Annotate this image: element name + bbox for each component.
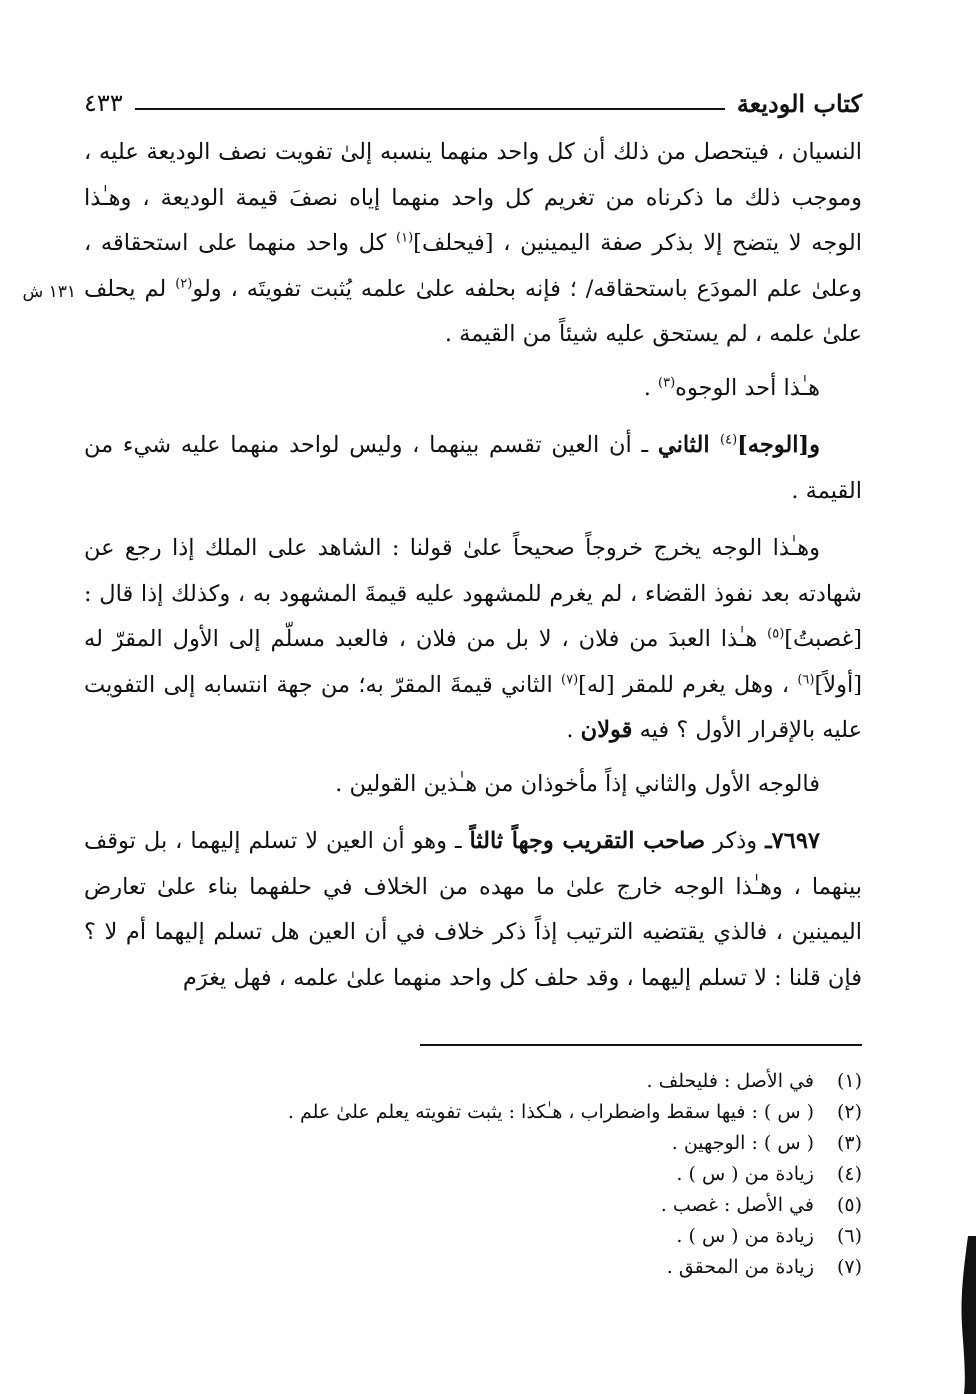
- page-number: ٤٣٣: [84, 89, 123, 117]
- text-run: ـ وهو أن العين لا تسلم إليهما ، بل توقف بينهما ، وهـٰذا الوجه خارج علىٰ ما مهده من الخلاف في حلفهما بناء علىٰ تعارض اليمينين ، فالذي يقتضيه الترتيب إذاً ذكر خلاف في أن العين هل تسلم إليهما أم لا ؟ فإن قلنا : لا تسلم إليهما ، وقد حلف كل واحد منهما علىٰ علمه ، فهل يغرَم: [84, 828, 862, 991]
- page-edge-shadow: [942, 1236, 976, 1394]
- text-run: هـٰذا أحد الوجوه: [675, 374, 820, 401]
- text-run: لم يحلف علىٰ علمه ، لم يستحق عليه شيئاً من القيمة .: [84, 275, 862, 347]
- footnote-text: ( س ) : فيها سقط واضطراب ، هـٰكذا : يثبت تفويته يعلم علىٰ علم .: [287, 1101, 814, 1123]
- footnote-item: [84, 1066, 862, 1097]
- footnote-number: (٤): [836, 1163, 862, 1185]
- footnote-text: زيادة من ( س ) .: [676, 1163, 814, 1185]
- text-run: فالوجه الأول والثاني إذاً مأخوذان من هـٰذين القولين .: [335, 770, 820, 797]
- footnote-ref: (١): [396, 230, 414, 246]
- text-run: .: [643, 374, 659, 401]
- paragraph: [84, 819, 862, 1001]
- footnote-ref: (٦): [797, 672, 815, 687]
- chapter-title: كتاب الوديعة: [736, 88, 862, 118]
- text-run: النسيان ، فيتحصل من ذلك أن كل واحد منهما ينسبه إلىٰ تفويت نصف الوديعة عليه ، وموجب ذلك ما ذكرناه من تغريم كل واحد منهما إياه نصفَ قيمة الوديعة ، وهـٰذا الوجه لا يتضح إلا بذكر صفة اليمينين ، [فيحلف]: [84, 139, 862, 256]
- footnote-text: زيادة من ( س ) .: [676, 1225, 814, 1247]
- bold-text: و[الوجه]: [737, 432, 820, 458]
- text-run: كل واحد منهما على استحقاقه ، وعلىٰ علم المودَع باستحقاقه/ ؛ فإنه بحلفه علىٰ علمه يُثبت تفويتَه ، ولو: [84, 230, 862, 302]
- paragraph: [84, 366, 862, 412]
- footnote-item: [84, 1128, 862, 1159]
- paragraph: [84, 526, 862, 754]
- footnote-text: ( س ) : الوجهين .: [671, 1132, 814, 1154]
- text-run: ، وهل يغرم للمقر [له]: [578, 671, 798, 698]
- running-header: [84, 86, 862, 120]
- footnote-ref: (٢): [175, 276, 193, 291]
- footnote-text: زيادة من المحقق .: [666, 1256, 814, 1278]
- body-text: [84, 130, 862, 1001]
- header-rule: [135, 108, 725, 110]
- bold-text: الثاني: [657, 432, 720, 458]
- text-run: الثاني قيمةَ المقرّ به؛ من جهة انتسابه إلى التفويت عليه بالإقرار الأول ؟ فيه: [84, 671, 862, 743]
- text-run: وهـٰذا الوجه يخرج خروجاً صحيحاً علىٰ قولنا : الشاهد على الملك إذا رجع عن شهادته بعد نفوذ القضاء ، لم يغرم للمشهود عليه قيمةَ المشهود به ، وكذلك إذا قال : [غصبتُ]: [84, 535, 862, 652]
- bold-text: ٧٦٩٧ـ: [765, 828, 820, 854]
- text-run: ـ أن العين تقسم بينهما ، وليس لواحد منهما عليه شيء من القيمة .: [84, 432, 862, 504]
- paragraph: [84, 423, 862, 514]
- paragraph: [84, 130, 862, 358]
- text-run: وذكر: [705, 828, 766, 854]
- footnote-item: [84, 1190, 862, 1221]
- text-run: هـٰذا العبدَ من فلان ، لا بل من فلان ، فالعبد مسلّم إلى الأول المقرّ له [أولاً]: [84, 626, 862, 698]
- footnote-separator: [420, 1044, 862, 1046]
- footnote-number: (٦): [836, 1225, 862, 1247]
- footnote-text: في الأصل : فليحلف .: [646, 1070, 814, 1092]
- footnotes: [84, 1066, 862, 1283]
- footnote-ref: (٧): [561, 672, 579, 687]
- paragraph: [84, 762, 862, 808]
- bold-text: صاحب التقريب وجهاً ثالثاً: [469, 828, 706, 854]
- footnote-item: [84, 1252, 862, 1283]
- bold-text: قولان: [580, 717, 633, 743]
- footnote-number: (٣): [836, 1132, 862, 1154]
- footnote-item: [84, 1097, 862, 1128]
- footnote-number: (٥): [836, 1194, 862, 1216]
- footnote-number: (١): [836, 1070, 862, 1092]
- footnote-number: (٧): [836, 1256, 862, 1278]
- footnote-item: [84, 1221, 862, 1252]
- footnote-ref: (٤): [720, 432, 738, 448]
- footnote-ref: (٥): [767, 626, 785, 642]
- footnote-ref: (٣): [658, 375, 676, 390]
- manuscript-folio-note: ١٣١ ش: [22, 282, 76, 302]
- footnote-number: (٢): [836, 1101, 862, 1123]
- footnote-text: في الأصل : غصب .: [660, 1194, 814, 1216]
- footnote-item: [84, 1159, 862, 1190]
- text-run: .: [566, 717, 581, 743]
